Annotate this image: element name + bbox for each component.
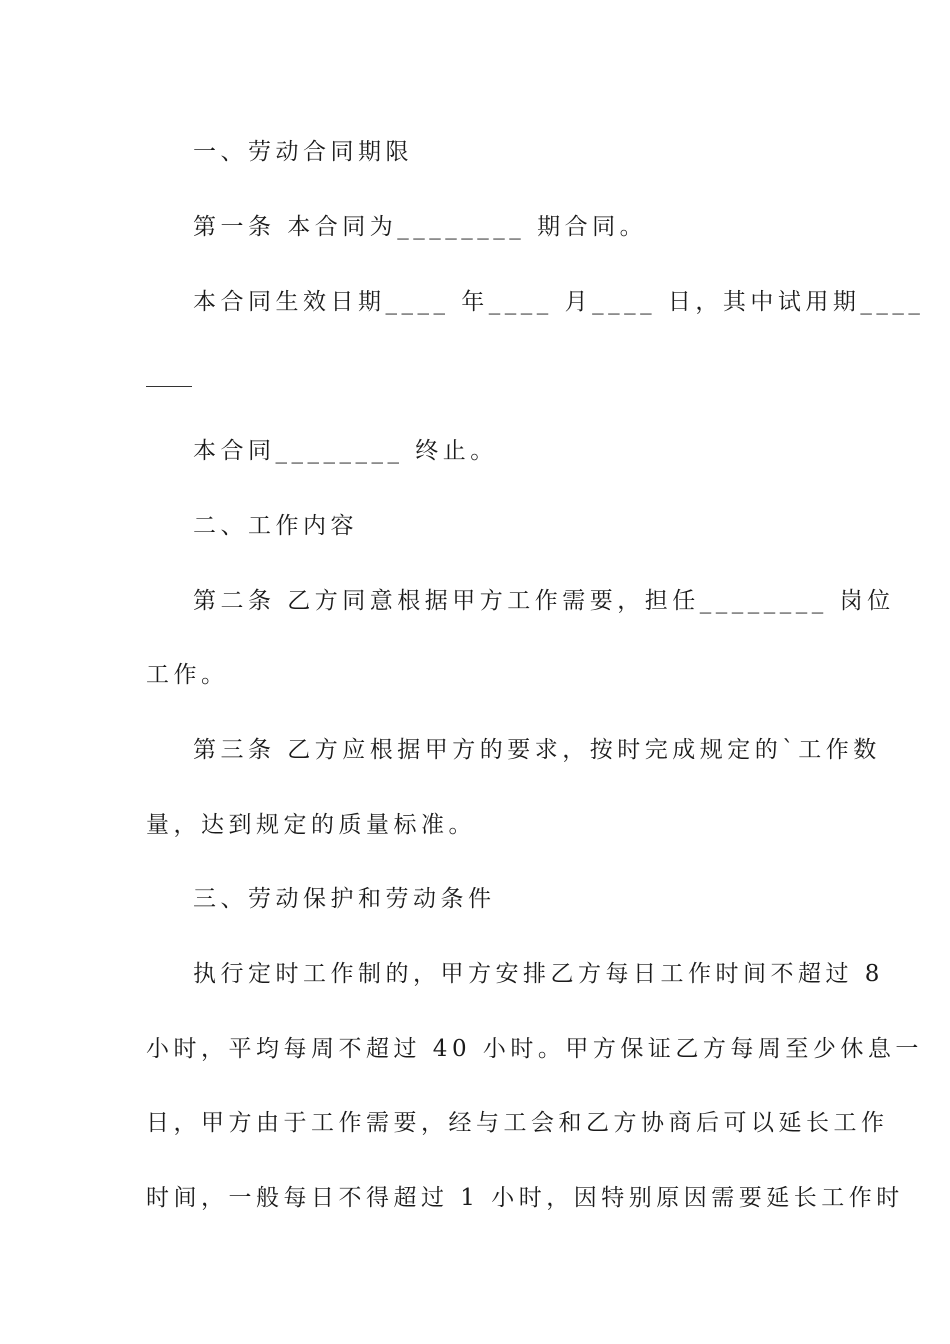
effective-date-line: 本合同生效日期____ 年____ 月____ 日，其中试用期____ [193,289,925,315]
working-hours-line-4: 时间，一般每日不得超过 1 小时，因特别原因需要延长工作时 [146,1185,904,1211]
probation-blank-continuation [146,370,192,387]
section-heading-contract-term: 一、劳动合同期限 [193,139,413,165]
working-hours-line-3: 日，甲方由于工作需要，经与工会和乙方协商后可以延长工作 [146,1110,889,1136]
section-heading-labor-protection: 三、劳动保护和劳动条件 [193,886,496,912]
termination-line: 本合同________ 终止。 [193,438,498,464]
section-heading-work-content: 二、工作内容 [193,513,358,539]
article-1-line: 第一条 本合同为________ 期合同。 [193,214,648,240]
article-2-line-1: 第二条 乙方同意根据甲方工作需要，担任________ 岗位 [193,588,895,614]
article-3-line-2: 量，达到规定的质量标准。 [146,812,476,838]
article-2-line-2: 工作。 [146,662,229,688]
article-3-line-1: 第三条 乙方应根据甲方的要求，按时完成规定的`工作数 [193,737,881,763]
working-hours-line-1: 执行定时工作制的，甲方安排乙方每日工作时间不超过 8 [193,961,884,987]
working-hours-line-2: 小时，平均每周不超过 40 小时。甲方保证乙方每周至少休息一 [146,1036,923,1062]
